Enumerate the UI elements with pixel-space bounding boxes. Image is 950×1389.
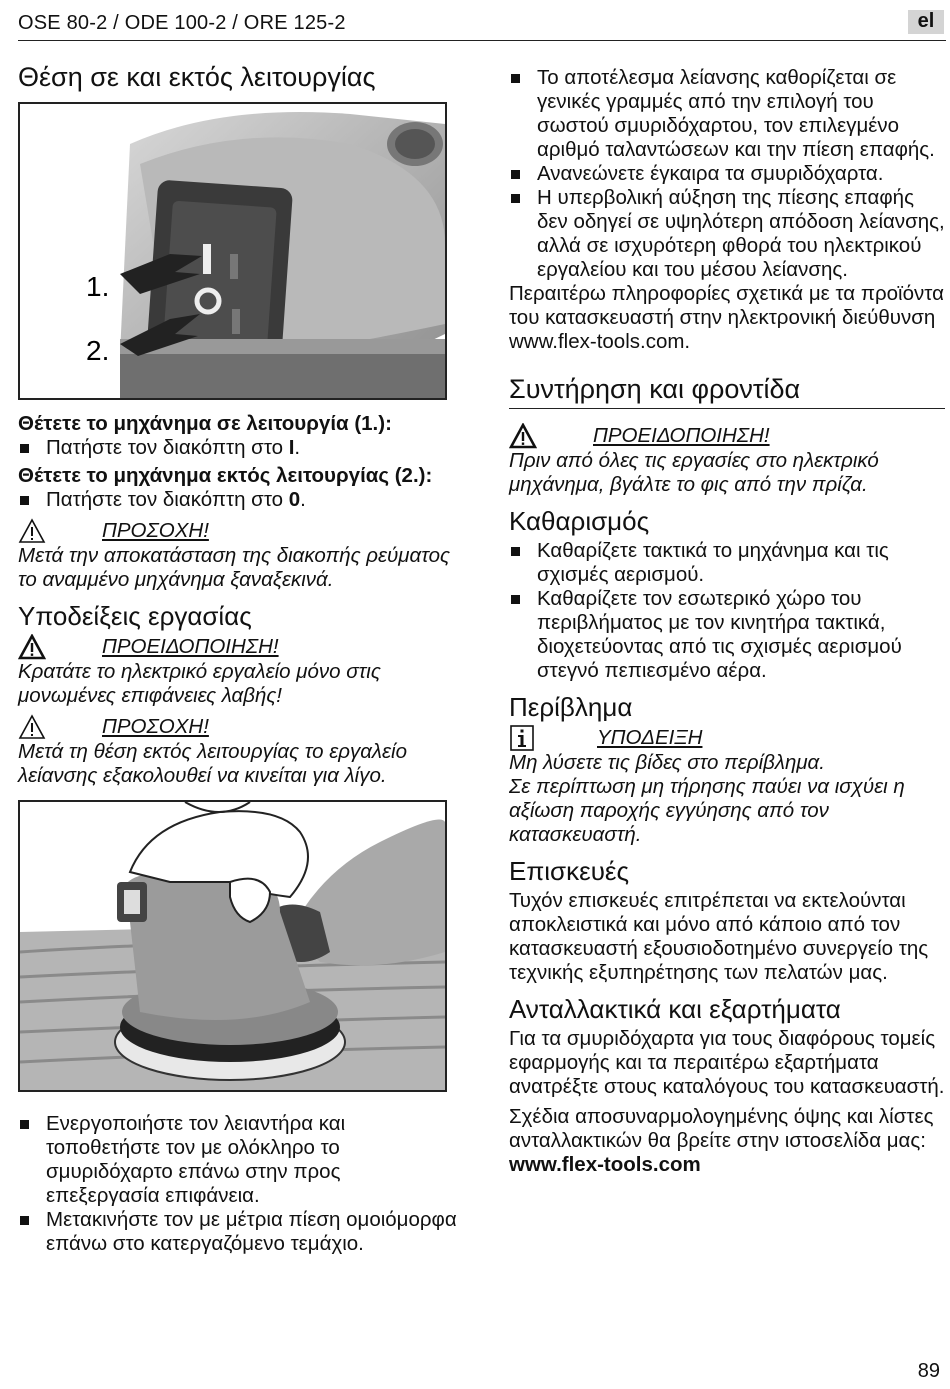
info-icon	[509, 725, 537, 751]
website-link[interactable]: www.flex-tools.com	[509, 1153, 701, 1176]
repair-text: Τυχόν επισκευές επιτρέπεται να εκτελούνται αποκλειστικά και μόνο από κάποιο από τον κατασκευαστή εξουσιοδοτημένο συνεργείο της τεχνικής εξυπηρέτησης των πελατών μας.	[509, 889, 929, 984]
switch-figure	[18, 102, 447, 400]
warning-triangle-icon	[18, 518, 46, 544]
caution-1-header	[18, 518, 458, 544]
caution-1-text: Μετά την αποκατάσταση της διακοπής ρεύματος το αναμμένο μηχάνημα ξαναξεκινά.	[18, 544, 450, 591]
caution-1-head: ΠΡΟΣΟΧΗ!	[102, 519, 209, 542]
heading-housing: Περίβλημα	[509, 692, 633, 722]
caution-2-head: ΠΡΟΣΟΧΗ!	[102, 715, 209, 738]
right-bullet-list	[509, 66, 945, 282]
list-item: Η υπερβολική αύξηση της πίεσης επαφής δεν οδηγεί σε υψηλότερη απόδοση λείανσης, αλλά σε ισχυρότερη φθορά του ηλεκτρικού εργαλείου και του μέσου λείανσης.	[509, 186, 945, 282]
switch-off-item: Πατήστε τον διακόπτη στο 0.	[18, 488, 458, 512]
page-number: 89	[917, 1360, 940, 1382]
left-column	[18, 60, 458, 1256]
caution-2-header	[18, 714, 458, 740]
left-bullet-list	[18, 1112, 458, 1256]
figure-label-2: 2.	[86, 335, 110, 366]
list-item: Το αποτέλεσμα λείανσης καθορίζεται σε γενικές γραμμές από την επιλογή του σωστού σμυριδόχαρτου, τον επιλεγμένο αριθμό ταλαντώσεων και την πίεση επαφής.	[509, 66, 945, 162]
parts-text: Για τα σμυριδόχαρτα για τους διαφόρους τομείς εφαρμογής και τα περαιτέρω εξαρτήματα ανατρέξτε στους καταλόγους του κατασκευαστή.	[509, 1027, 945, 1098]
switch-off-title: Θέτετε το μηχάνημα εκτός λειτουργίας (2.):	[18, 464, 433, 487]
right-column	[509, 66, 945, 1177]
switch-on-title: Θέτετε το μηχάνημα σε λειτουργία (1.):	[18, 412, 392, 435]
heading-cleaning: Καθαρισμός	[509, 506, 650, 536]
note-header	[509, 725, 945, 751]
heading-maintenance: Συντήρηση και φροντίδα	[509, 372, 945, 409]
list-item: Καθαρίζετε τον εσωτερικό χώρο του περιβλήματος με τον κινητήρα τακτικά, διοχετεύοντας από τις σχισμές αερισμού στεγνό πεπιεσμένο αέρα.	[509, 587, 945, 683]
sander-illustration	[20, 802, 445, 1090]
figure-label-1: 1.	[86, 271, 110, 302]
list-item: Καθαρίζετε τακτικά το μηχάνημα και τις σχισμές αερισμού.	[509, 539, 945, 587]
switch-on-item: Πατήστε τον διακόπτη στο I.	[18, 436, 458, 460]
caution-2-text: Μετά τη θέση εκτός λειτουργίας το εργαλείο λείανσης εξακολουθεί να κινείται για λίγο.	[18, 740, 407, 787]
list-item: Ενεργοποιήστε τον λειαντήρα και τοποθετήστε τον με ολόκληρο το σμυριδόχαρτο επάνω στην προς επεξεργασία επιφάνεια.	[18, 1112, 458, 1208]
heading-parts: Ανταλλακτικά και εξαρτήματα	[509, 994, 841, 1024]
heading-repairs: Επισκευές	[509, 856, 630, 886]
note-text-2: Σε περίπτωση μη τήρησης παύει να ισχύει η αξίωση παροχής εγγύησης από τον κατασκευαστή.	[509, 775, 905, 846]
warning-triangle-icon	[18, 714, 46, 740]
list-item: Μετακινήστε τον με μέτρια πίεση ομοιόμορφα επάνω στο κατεργαζόμενο τεμάχιο.	[18, 1208, 458, 1256]
warning-1-head: ΠΡΟΕΙΔΟΠΟΙΗΣΗ!	[102, 635, 279, 658]
heading-on-off: Θέση σε και εκτός λειτουργίας	[18, 62, 376, 92]
more-info-text: Περαιτέρω πληροφορίες σχετικά με τα προϊόντα του κατασκευαστή στην ηλεκτρονική διεύθυνση www.flex-tools.com.	[509, 282, 944, 353]
warning-2-head: ΠΡΟΕΙΔΟΠΟΙΗΣΗ!	[593, 424, 770, 447]
note-head: ΥΠΟΔΕΙΞΗ	[597, 726, 703, 749]
warning-triangle-bold-icon	[509, 423, 537, 449]
warning-1-header	[18, 634, 458, 660]
cleaning-list	[509, 539, 945, 683]
warning-triangle-bold-icon	[18, 634, 46, 660]
language-badge: el	[908, 10, 944, 34]
drawings-text: Σχέδια αποσυναρμολογημένης όψης και λίστες ανταλλακτικών θα βρείτε στην ιστοσελίδα μας:	[509, 1105, 934, 1152]
switch-illustration	[20, 104, 445, 398]
header-title: OSE 80-2 / ODE 100-2 / ORE 125-2	[18, 12, 346, 34]
page-header	[18, 8, 946, 41]
warning-2-text: Πριν από όλες τις εργασίες στο ηλεκτρικό μηχάνημα, βγάλτε το φις από την πρίζα.	[509, 449, 879, 496]
sander-figure	[18, 800, 447, 1092]
heading-work-tips: Υποδείξεις εργασίας	[18, 601, 252, 631]
list-item: Ανανεώνετε έγκαιρα τα σμυριδόχαρτα.	[509, 162, 945, 186]
warning-2-header	[509, 423, 945, 449]
warning-1-text: Κρατάτε το ηλεκτρικό εργαλείο μόνο στις μονωμένες επιφάνειες λαβής!	[18, 660, 381, 707]
note-text-1: Μη λύσετε τις βίδες στο περίβλημα.	[509, 751, 825, 774]
